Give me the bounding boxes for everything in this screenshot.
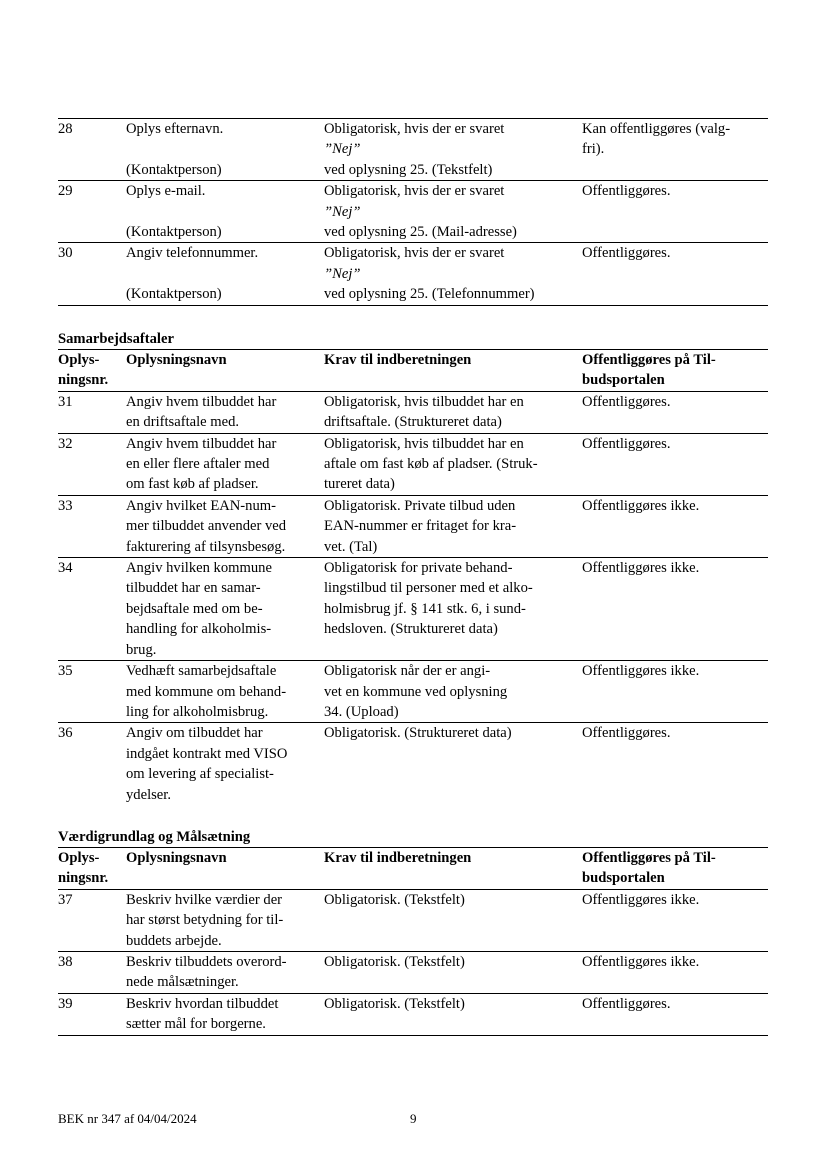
field-name: Vedhæft samarbejdsaftale med kommune om behand- ling for alkoholmisbrug. [126,661,324,723]
row-number: 31 [58,391,126,433]
table-row [58,889,768,951]
table-row [58,243,768,305]
header-nr: Oplys- ningsnr. [58,848,126,890]
field-name: Oplys efternavn. (Kontaktperson) [126,119,324,181]
field-name: Angiv hvem tilbuddet har en driftsaftale med. [126,391,324,433]
section-title-samarbejdsaftaler: Samarbejdsaftaler [58,331,174,347]
requirement: Obligatorisk for private behand- lingstilbud til personer med et alko- holmisbrug jf. § 141 stk. 6, i sund- hedsloven. (Struktureret data) [324,558,582,661]
header-nr: Oplys- ningsnr. [58,350,126,392]
vaerdigrundlag-table [58,847,768,1036]
table-row [58,495,768,557]
table-row [58,391,768,433]
row-number: 30 [58,243,126,305]
requirement: Obligatorisk, hvis tilbuddet har en aftale om fast køb af pladser. (Struk- tureret data) [324,433,582,495]
publication: Offentliggøres. [582,391,768,433]
header-requirement: Krav til indberetningen [324,350,582,392]
row-number: 39 [58,993,126,1035]
table-header-row [58,350,768,392]
field-name: Angiv hvem tilbuddet har en eller flere aftaler med om fast køb af pladser. [126,433,324,495]
publication: Offentliggøres ikke. [582,661,768,723]
row-number: 32 [58,433,126,495]
requirement: Obligatorisk, hvis der er svaret ”Nej” ved oplysning 25. (Mail-adresse) [324,181,582,243]
requirement: Obligatorisk, hvis tilbuddet har en driftsaftale. (Struktureret data) [324,391,582,433]
field-name: Beskriv hvilke værdier der har størst betydning for til- buddets arbejde. [126,889,324,951]
publication: Offentliggøres ikke. [582,889,768,951]
footer-reference: BEK nr 347 af 04/04/2024 [58,1111,197,1126]
row-number: 35 [58,661,126,723]
publication: Offentliggøres ikke. [582,558,768,661]
requirement: Obligatorisk, hvis der er svaret ”Nej” ved oplysning 25. (Telefonnummer) [324,243,582,305]
table-row [58,119,768,181]
header-name: Oplysningsnavn [126,350,324,392]
publication: Offentliggøres. [582,181,768,243]
table-header-row [58,848,768,890]
table-row [58,181,768,243]
requirement: Obligatorisk. (Struktureret data) [324,725,512,742]
requirement: Obligatorisk, hvis der er svaret ”Nej” ved oplysning 25. (Tekstfelt) [324,119,582,181]
row-number: 34 [58,558,126,661]
publication: Offentliggøres. [582,433,768,495]
row-number: 38 [58,952,126,994]
publication: Offentliggøres ikke. [582,952,768,994]
publication: Kan offentliggøres (valg- fri). [582,119,768,181]
header-publication: Offentliggøres på Til- budsportalen [582,848,768,890]
table-row [58,433,768,495]
row-number: 28 [58,119,126,181]
samarbejdsaftaler-table [58,349,768,805]
header-requirement: Krav til indberetningen [324,848,582,890]
publication: Offentliggøres. [582,993,768,1035]
page-number: 9 [410,1111,417,1126]
table-row [58,993,768,1035]
publication: Offentliggøres. [582,725,671,742]
header-name: Oplysningsnavn [126,848,324,890]
row-number: 33 [58,495,126,557]
field-name: Oplys e-mail. (Kontaktperson) [126,181,324,243]
publication: Offentliggøres ikke. [582,495,768,557]
publication: Offentliggøres. [582,243,768,305]
header-publication: Offentliggøres på Til- budsportalen [582,350,768,392]
requirement: Obligatorisk. (Tekstfelt) [324,889,582,951]
row-number: 37 [58,889,126,951]
field-name: Angiv hvilket EAN-num- mer tilbuddet anvender ved fakturering af tilsynsbesøg. [126,495,324,557]
table-row [58,661,768,723]
requirement: Obligatorisk. Private tilbud uden EAN-nummer er fritaget for kra- vet. (Tal) [324,495,582,557]
table-row [58,558,768,661]
table-row [58,723,768,805]
field-name: Beskriv hvordan tilbuddet sætter mål for borgerne. [126,993,324,1035]
field-name: Beskriv tilbuddets overord- nede målsætninger. [126,952,324,994]
contact-info-table [58,118,768,306]
row-number: 29 [58,181,126,243]
field-name: Angiv om tilbuddet har indgået kontrakt med VISO om levering af specialist- ydelser. [126,725,288,803]
row-number: 36 [58,725,73,742]
field-name: Angiv hvilken kommune tilbuddet har en samar- bejdsaftale med om be- handling for alkoholmis- brug. [126,558,324,661]
field-name: Angiv telefonnummer. (Kontaktperson) [126,243,324,305]
requirement: Obligatorisk når der er angi- vet en kommune ved oplysning 34. (Upload) [324,661,582,723]
section-title-vaerdigrundlag: Værdigrundlag og Målsætning [58,829,251,845]
requirement: Obligatorisk. (Tekstfelt) [324,952,582,994]
requirement: Obligatorisk. (Tekstfelt) [324,993,582,1035]
table-row [58,952,768,994]
